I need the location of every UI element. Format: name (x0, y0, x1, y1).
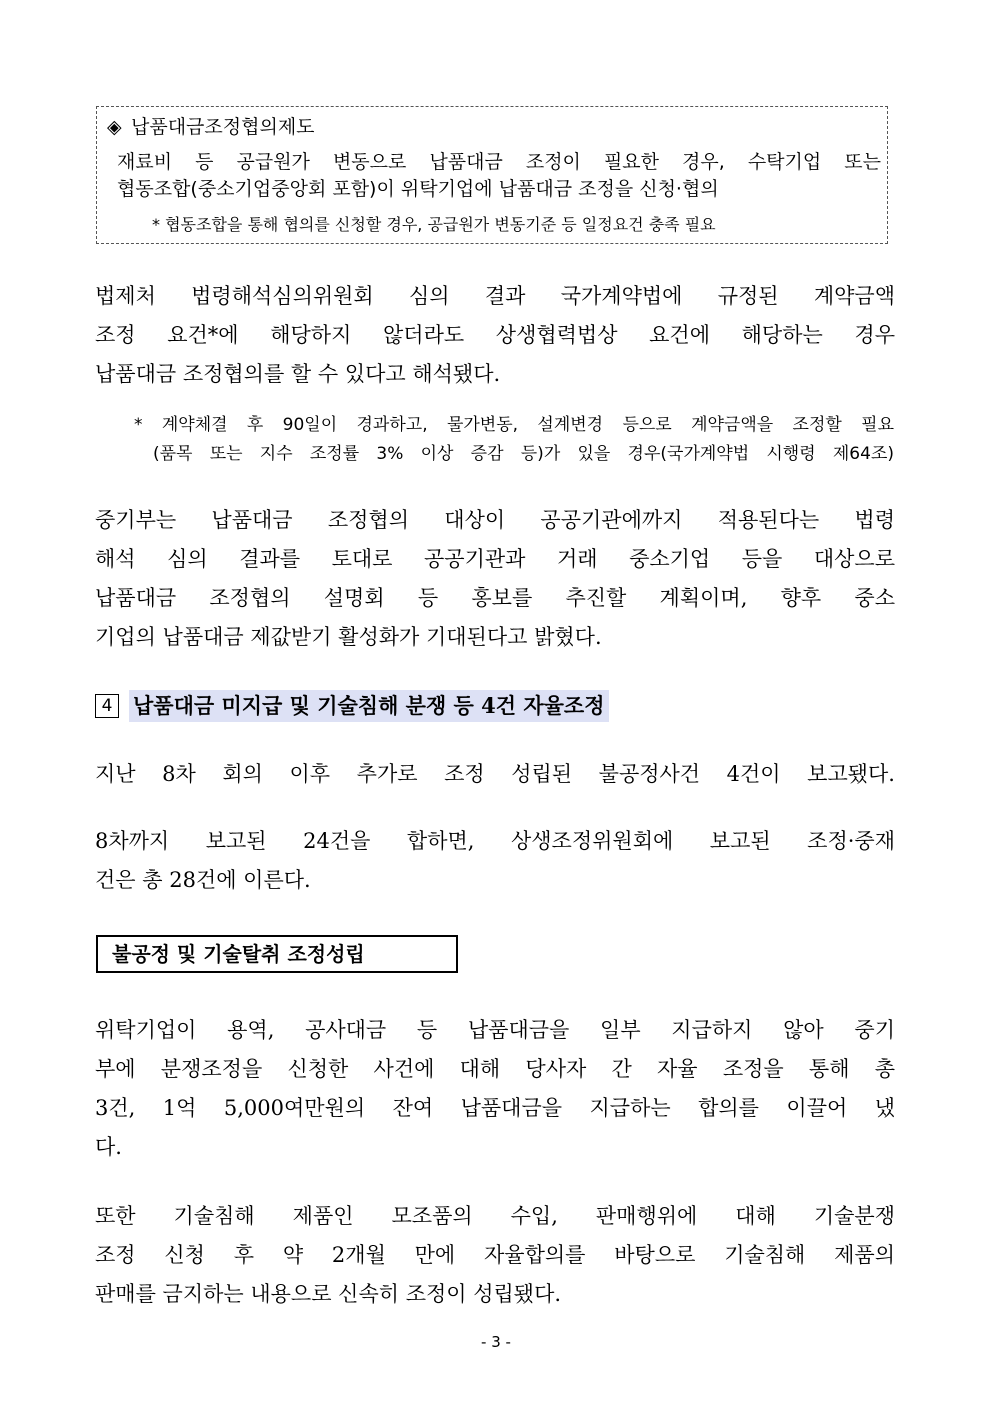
paragraph-line: 해석 심의 결과를 토대로 공공기관과 거래 중소기업 등을 대상으로 (95, 547, 895, 571)
paragraph-interpretation (95, 277, 895, 394)
paragraph-line: 다. (95, 1135, 122, 1159)
info-box-note: * 협동조합을 통해 협의를 신청할 경우, 공급원가 변동기준 등 일정요건 충족 필요 (152, 215, 716, 234)
info-box-body (117, 149, 881, 203)
paragraph-line: 3건, 1억 5,000여만원의 잔여 납품대금을 지급하는 합의를 이끌어 냈 (95, 1096, 895, 1120)
section-heading (95, 690, 609, 724)
paragraph-line: 건은 총 28건에 이른다. (95, 868, 311, 892)
paragraph-payment (95, 1011, 895, 1167)
boxed-subheading: 불공정 및 기술탈취 조정성립 (96, 935, 458, 973)
info-box (96, 106, 888, 244)
paragraph-total (95, 822, 895, 900)
paragraph-line: 부에 분쟁조정을 신청한 사건에 대해 당사자 간 자율 조정을 통해 총 (95, 1057, 895, 1081)
paragraph-line: 법제처 법령해석심의위원회 심의 결과 국가계약법에 규정된 계약금액 (95, 284, 895, 308)
paragraph-line: 중기부는 납품대금 조정협의 대상이 공공기관에까지 적용된다는 법령 (95, 508, 895, 532)
footnote-line: * 계약체결 후 90일이 경과하고, 물가변동, 설계변경 등으로 계약금액을 조정할 필요 (134, 415, 894, 435)
info-box-body-line: 재료비 등 공급원가 변동으로 납품대금 조정이 필요한 경우, 수탁기업 또는 (117, 151, 881, 173)
paragraph-report (95, 755, 895, 794)
paragraph-line: 위탁기업이 용역, 공사대금 등 납품대금을 일부 지급하지 않아 중기 (95, 1018, 895, 1042)
page-number: - 3 - (481, 1333, 511, 1351)
paragraph-line: 판매를 금지하는 내용으로 신속히 조정이 성립됐다. (95, 1282, 562, 1306)
paragraph-line: 납품대금 조정협의를 할 수 있다고 해석됐다. (95, 362, 501, 386)
paragraph-line: 또한 기술침해 제품인 모조품의 수입, 판매행위에 대해 기술분쟁 (95, 1204, 895, 1228)
paragraph-line: 지난 8차 회의 이후 추가로 조정 성립된 불공정사건 4건이 보고됐다. (95, 762, 895, 786)
footnote-contract (134, 411, 894, 469)
info-box-title-text: 납품대금조정협의제도 (131, 116, 315, 138)
section-number: 4 (95, 694, 119, 718)
paragraph-line: 납품대금 조정협의 설명회 등 홍보를 추진할 계획이며, 향후 중소 (95, 586, 895, 610)
paragraph-line: 8차까지 보고된 24건을 합하면, 상생조정위원회에 보고된 조정·중재 (95, 829, 895, 853)
paragraph-line: 조정 신청 후 약 2개월 만에 자율합의를 바탕으로 기술침해 제품의 (95, 1243, 895, 1267)
paragraph-plan (95, 501, 895, 657)
section-title: 납품대금 미지급 및 기술침해 분쟁 등 4건 자율조정 (129, 690, 609, 722)
info-box-body-line: 협동조합(중소기업중앙회 포함)이 위탁기업에 납품대금 조정을 신청·협의 (117, 178, 719, 200)
paragraph-line: 기업의 납품대금 제값받기 활성화가 기대된다고 밝혔다. (95, 625, 602, 649)
footnote-line: (품목 또는 지수 조정률 3% 이상 증감 등)가 있을 경우(국가계약법 시행령 제64조) (153, 444, 894, 464)
info-box-title (107, 115, 315, 139)
paragraph-tech-infringement (95, 1197, 895, 1314)
paragraph-line: 조정 요건*에 해당하지 않더라도 상생협력법상 요건에 해당하는 경우 (95, 323, 895, 347)
diamond-icon: ◈ (107, 116, 122, 138)
